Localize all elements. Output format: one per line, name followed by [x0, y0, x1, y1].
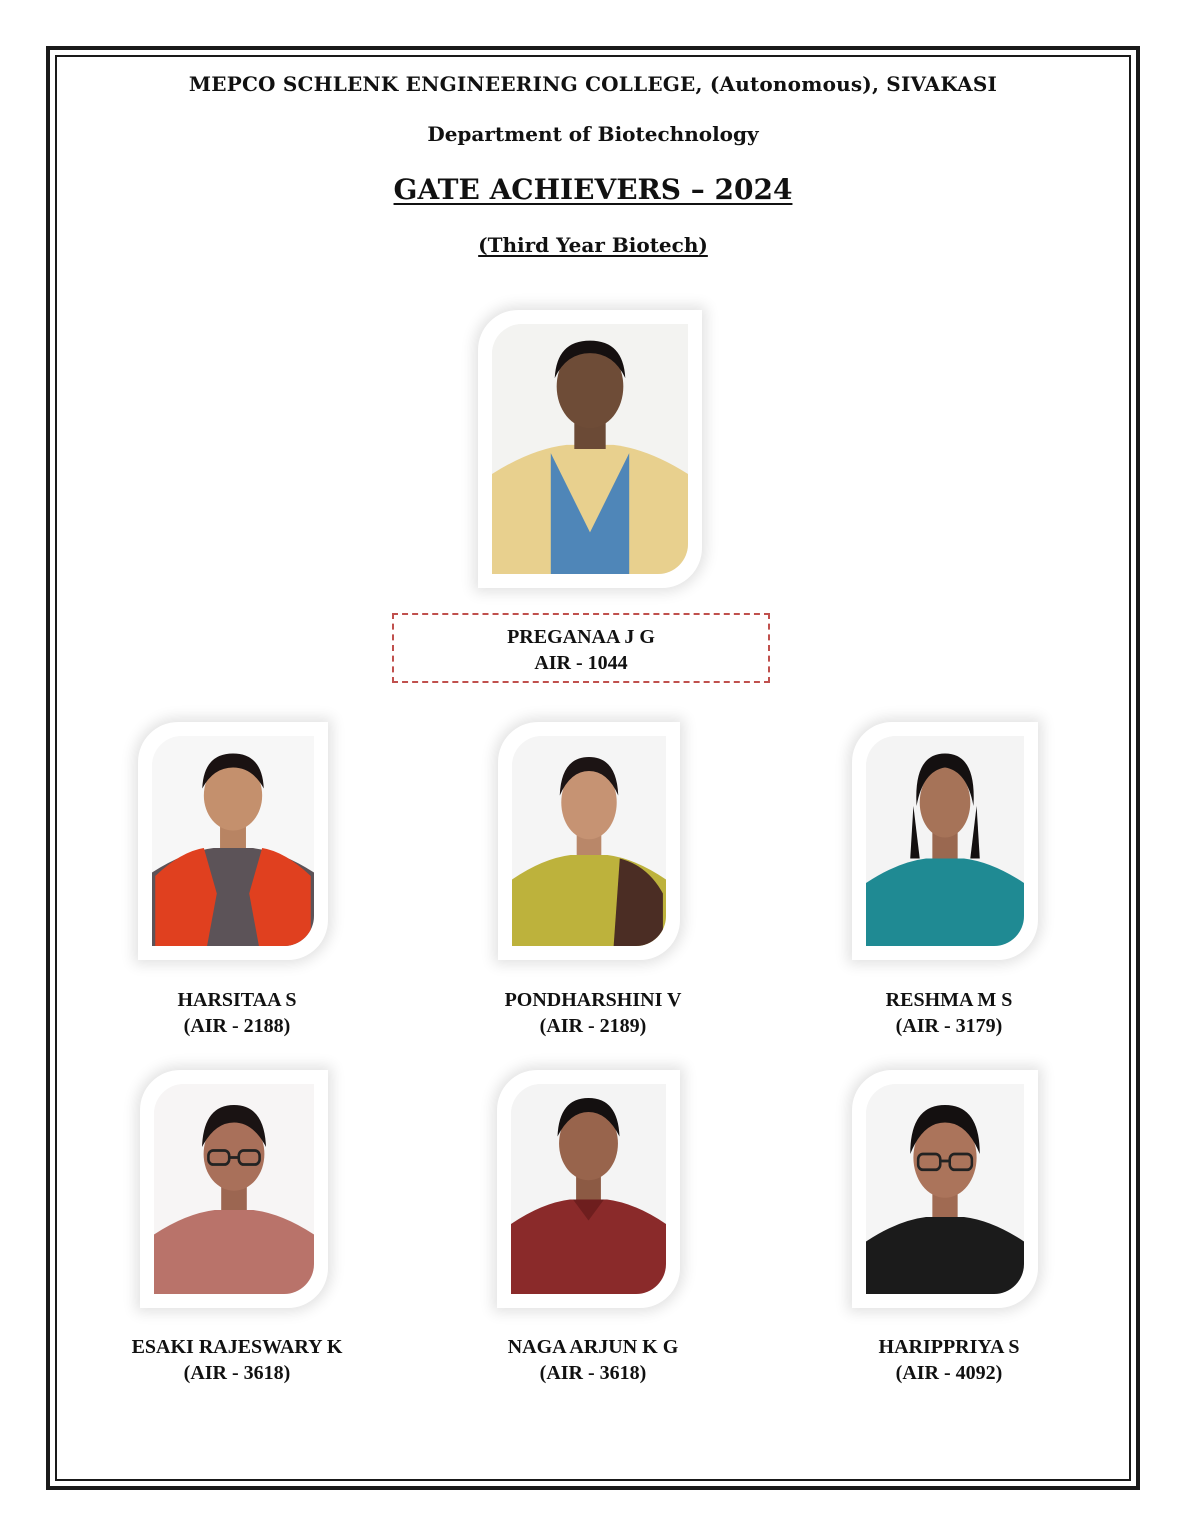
achiever-caption: [433, 987, 753, 1039]
achiever-caption: [77, 1334, 397, 1386]
page-subtitle: (Third Year Biotech): [478, 233, 708, 257]
achiever-caption: [789, 987, 1109, 1039]
portrait-image: [866, 1084, 1024, 1294]
achiever-name: RESHMA M S: [885, 989, 1013, 1011]
achiever-name: HARSITAA S: [177, 989, 297, 1011]
portrait-image: [492, 324, 688, 574]
department-name: Department of Biotechnology: [427, 122, 759, 146]
topper-rank: AIR - 1044: [534, 652, 628, 674]
achiever-caption: [77, 987, 397, 1039]
portrait-image: [511, 1084, 666, 1294]
achiever-name: ESAKI RAJESWARY K: [131, 1336, 343, 1358]
achiever-name: NAGA ARJUN K G: [507, 1336, 679, 1358]
achiever-rank: (AIR - 2189): [539, 1015, 647, 1037]
topper-name: PREGANAA J G: [507, 626, 655, 648]
achiever-rank: (AIR - 4092): [895, 1362, 1003, 1384]
achiever-photo: [497, 1070, 680, 1308]
page-title: GATE ACHIEVERS – 2024: [393, 173, 793, 206]
portrait-image: [152, 736, 314, 946]
topper-photo: [478, 310, 702, 588]
achiever-photo: [138, 722, 328, 960]
achiever-name: HARIPPRIYA S: [878, 1336, 1020, 1358]
achiever-caption: [433, 1334, 753, 1386]
portrait-image: [154, 1084, 314, 1294]
college-name: MEPCO SCHLENK ENGINEERING COLLEGE, (Autonomous), SIVAKASI: [188, 72, 998, 96]
achiever-photo: [852, 722, 1038, 960]
achiever-rank: (AIR - 2188): [183, 1015, 291, 1037]
achiever-photo: [140, 1070, 328, 1308]
achiever-caption: [789, 1334, 1109, 1386]
portrait-image: [866, 736, 1024, 946]
achiever-name: PONDHARSHINI V: [504, 989, 682, 1011]
achiever-rank: (AIR - 3179): [895, 1015, 1003, 1037]
achiever-rank: (AIR - 3618): [183, 1362, 291, 1384]
portrait-image: [512, 736, 666, 946]
achiever-photo: [852, 1070, 1038, 1308]
achiever-rank: (AIR - 3618): [539, 1362, 647, 1384]
topper-name-box: [392, 613, 770, 683]
achiever-photo: [498, 722, 680, 960]
